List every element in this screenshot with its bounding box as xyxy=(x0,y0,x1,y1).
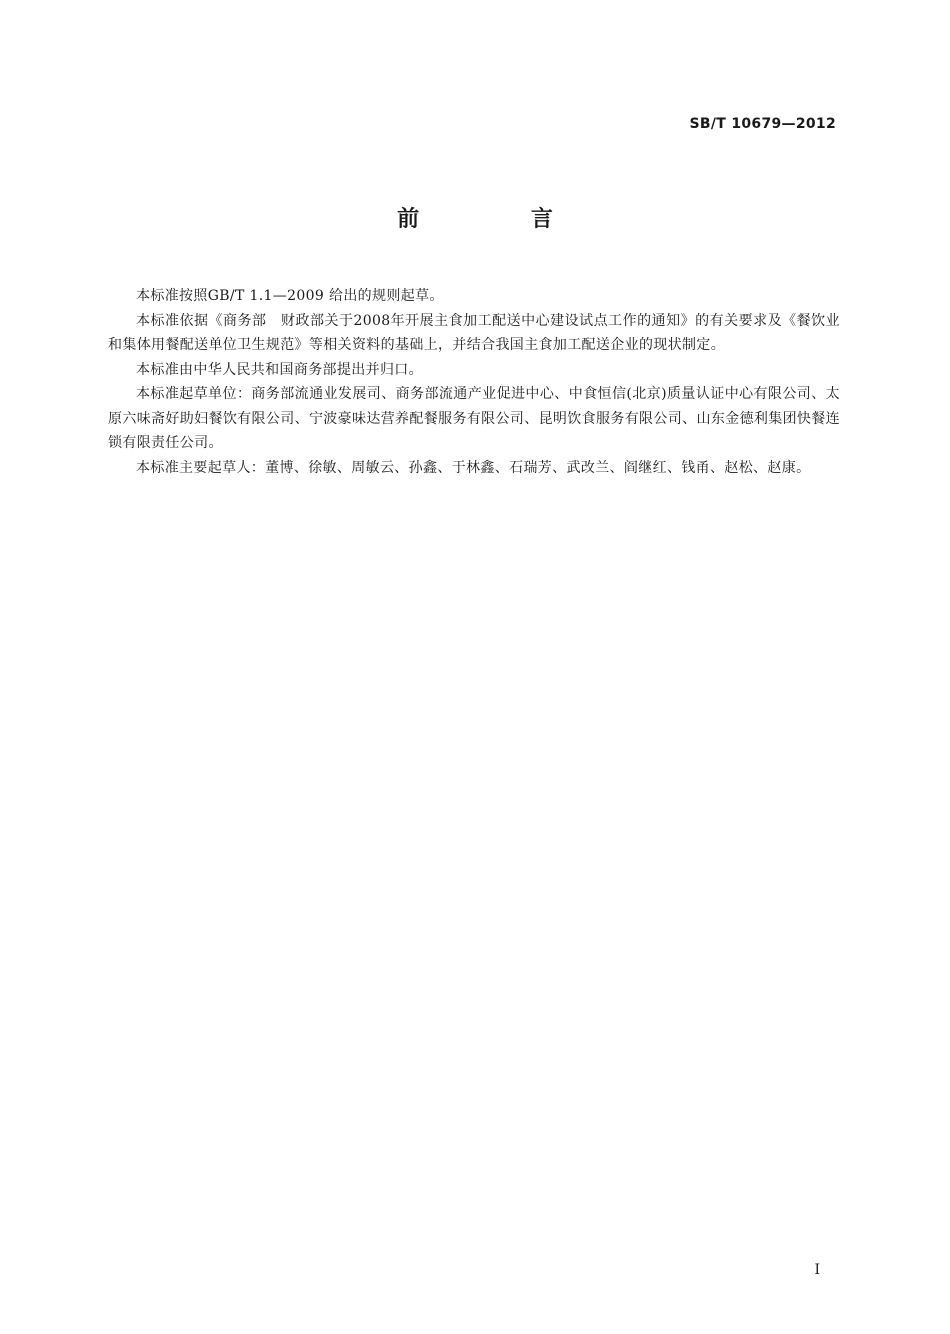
page-title: 前 言 xyxy=(397,207,605,232)
paragraph-drafters: 本标准主要起草人：董博、徐敏、周敏云、孙鑫、于林鑫、石瑞芳、武改兰、阎继红、钱甬、赵松、赵康。 xyxy=(136,459,811,476)
foreword-body xyxy=(108,284,840,480)
paragraph-proposer: 本标准由中华人民共和国商务部提出并归口。 xyxy=(136,361,423,378)
page-number: I xyxy=(814,1262,820,1278)
paragraph-drafting-units: 本标准起草单位：商务部流通业发展司、商务部流通产业促进中心、中食恒信(北京)质量认证中心有限公司、太原六味斋好助妇餐饮有限公司、宁波豪味达营养配餐服务有限公司、昆明饮食服务有限公司、山东金德利集团快餐连锁有限责任公司。 xyxy=(108,386,840,451)
paragraph-drafting-rules: 本标准按照GB/T 1.1—2009 给出的规则起草。 xyxy=(136,288,444,304)
standard-code: SB/T 10679—2012 xyxy=(689,116,836,132)
paragraph-basis: 本标准依据《商务部 财政部关于2008年开展主食加工配送中心建设试点工作的通知》的有关要求及《餐饮业和集体用餐配送单位卫生规范》等相关资料的基础上，并结合我国主食加工配送企业的现状制定。 xyxy=(108,312,840,353)
